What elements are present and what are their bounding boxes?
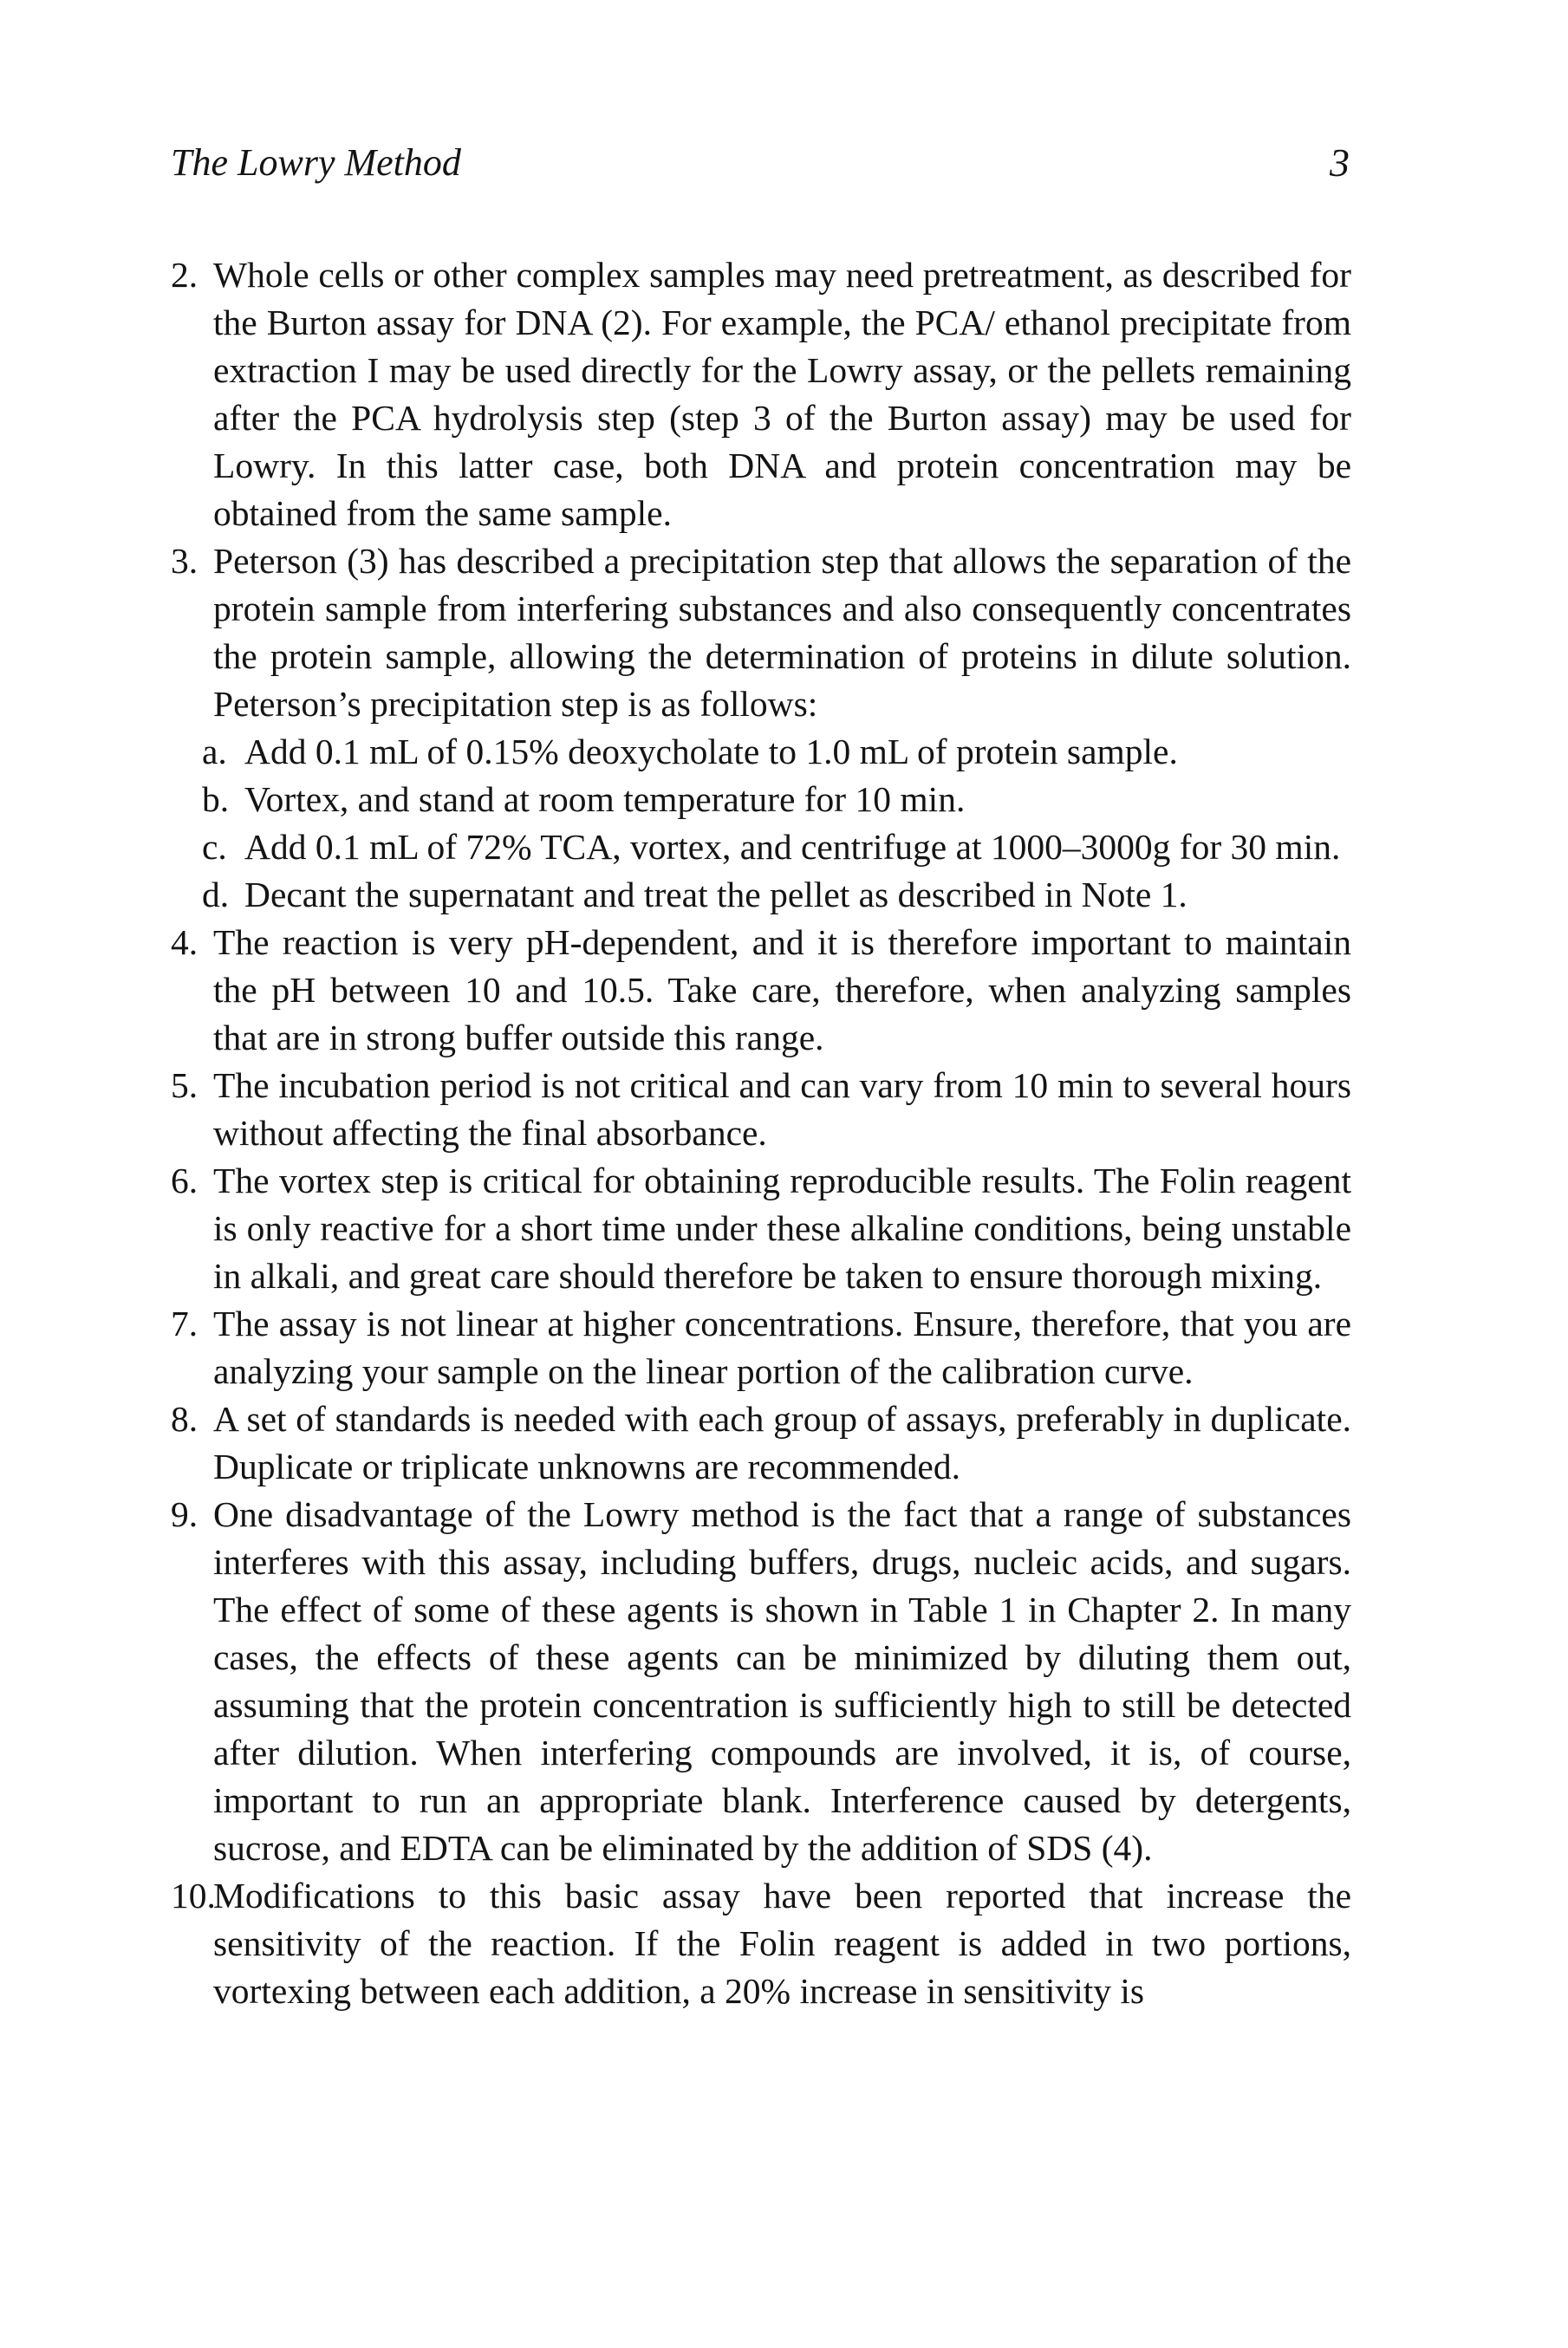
note-substep xyxy=(171,728,1351,776)
note-substep xyxy=(171,871,1351,919)
note-item xyxy=(171,919,1351,1062)
note-item xyxy=(171,1872,1351,2015)
note-number: 10. xyxy=(171,1876,216,1915)
note-text: The assay is not linear at higher concentrations. Ensure, therefore, that you are analyzing your sample on the linear portion of the calibration curve. xyxy=(213,1304,1351,1391)
note-text: A set of standards is needed with each group of assays, preferably in duplicate. Duplicate or triplicate unknowns are recommended. xyxy=(213,1399,1351,1486)
notes-list xyxy=(171,251,1351,2015)
running-title: The Lowry Method xyxy=(171,141,461,184)
note-text: The reaction is very pH-dependent, and it is therefore important to maintain the pH between 10 and 10.5. Take care, therefore, when analyzing samples that are in strong buffer outside this range. xyxy=(213,922,1351,1057)
note-text: The incubation period is not critical and can vary from 10 min to several hours without affecting the final absorbance. xyxy=(213,1065,1351,1153)
note-text: Peterson (3) has described a precipitation step that allows the separation of the protein sample from interfering substances and also consequently concentrates the protein sample, allowing the determination of proteins in dilute solution. Peterson’s precipitation step is as follows: xyxy=(213,541,1351,724)
substep-text: Add 0.1 mL of 0.15% deoxycholate to 1.0 mL of protein sample. xyxy=(244,732,1178,771)
note-text: The vortex step is critical for obtaining reproducible results. The Folin reagent is only reactive for a short time under these alkaline conditions, being unstable in alkali, and great care should therefore be taken to ensure thorough mixing. xyxy=(213,1161,1351,1296)
note-number: 8. xyxy=(171,1399,198,1439)
note-item xyxy=(171,251,1351,537)
note-number: 5. xyxy=(171,1065,198,1105)
note-number: 3. xyxy=(171,541,198,581)
note-number: 9. xyxy=(171,1494,198,1534)
note-text: Whole cells or other complex samples may need pretreatment, as described for the Burton assay for DNA (2). For example, the PCA/ ethanol precipitate from extraction I may be used directly for the Lowry assay, or the pellets remaining after the PCA hydrolysis step (step 3 of the Burton assay) may be used for Lowry. In this latter case, both DNA and protein concentration may be obtained from the same sample. xyxy=(213,255,1351,533)
note-text: Modifications to this basic assay have been reported that increase the sensitivity of the reaction. If the Folin reagent is added in two portions, vortexing between each addition, a 20% increase in sensitivity is xyxy=(213,1876,1351,2011)
note-number: 2. xyxy=(171,255,198,295)
substep-letter: a. xyxy=(202,732,227,771)
note-number: 4. xyxy=(171,922,198,962)
note-item xyxy=(171,1395,1351,1491)
substep-letter: c. xyxy=(202,827,227,867)
running-header xyxy=(171,137,1350,189)
note-item xyxy=(171,537,1351,728)
note-item xyxy=(171,1157,1351,1300)
substep-text: Add 0.1 mL of 72% TCA, vortex, and centrifuge at 1000–3000g for 30 min. xyxy=(244,827,1341,867)
note-text: One disadvantage of the Lowry method is the fact that a range of substances interferes with this assay, including buffers, drugs, nucleic acids, and sugars. The effect of some of these agents is shown in Table 1 in Chapter 2. In many cases, the effects of these agents can be minimized by diluting them out, assuming that the protein concentration is sufficiently high to still be detected after dilution. When interfering compounds are involved, it is, of course, important to run an appropriate blank. Interference caused by detergents, sucrose, and EDTA can be eliminated by the addition of SDS (4). xyxy=(213,1494,1351,1868)
note-substep xyxy=(171,776,1351,823)
substep-letter: b. xyxy=(202,779,230,819)
note-item xyxy=(171,1491,1351,1872)
note-item xyxy=(171,1062,1351,1157)
note-substep xyxy=(171,823,1351,871)
substep-letter: d. xyxy=(202,875,230,914)
substep-text: Decant the supernatant and treat the pellet as described in Note 1. xyxy=(244,875,1187,914)
page-number: 3 xyxy=(1330,140,1350,185)
note-number: 6. xyxy=(171,1161,198,1200)
substep-text: Vortex, and stand at room temperature for 10 min. xyxy=(244,779,966,819)
note-number: 7. xyxy=(171,1304,198,1343)
note-item xyxy=(171,1300,1351,1395)
